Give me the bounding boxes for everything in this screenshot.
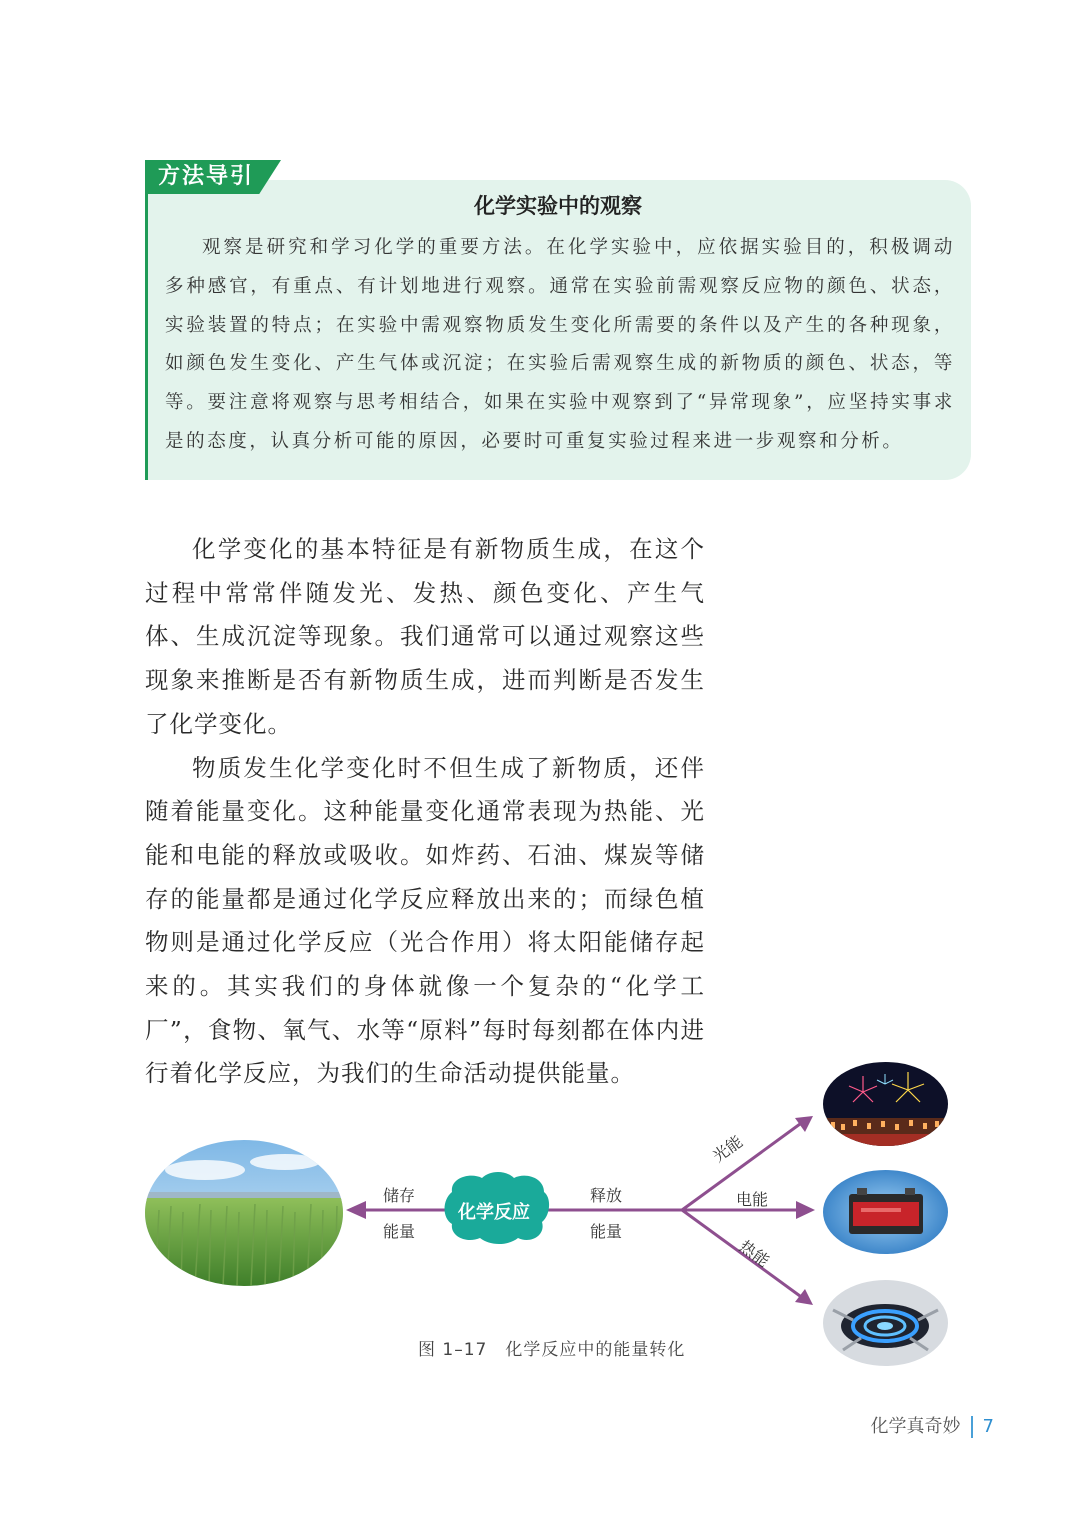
store-bottom-label: 能量: [383, 1222, 416, 1241]
main-paragraph-1: 化学变化的基本特征是有新物质生成，在这个过程中常常伴随发光、发热、颜色变化、产生气体、生成沉淀等现象。我们通常可以通过观察这些现象来推断是否有新物质生成，进而判断是否发生了化学变化。: [145, 535, 705, 738]
electric-energy-label: 电能: [736, 1190, 769, 1209]
heat-arrow-head: [795, 1289, 813, 1305]
chemical-reaction-label: 化学反应: [458, 1202, 530, 1223]
heat-energy-label: 热能: [735, 1236, 773, 1271]
store-top-label: 储存: [383, 1186, 416, 1205]
electric-arrow-head: [796, 1201, 815, 1219]
main-paragraph-2: 物质发生化学变化时不但生成了新物质，还伴随着能量变化。这种能量变化通常表现为热能、光能和电能的释放或吸收。如炸药、石油、煤炭等储存的能量都是通过化学反应释放出来的；而绿色植物则是通过化学反应（光合作用）将太阳能储存起来的。其实我们的身体就像一个复杂的“化学工厂”，食物、氧气、水等“原料”每时每刻都在体内进行着化学反应，为我们的生命活动提供能量。: [145, 753, 705, 1088]
footer-book-title: 化学真奇妙: [870, 1416, 961, 1437]
method-guide-title: 化学实验中的观察: [474, 194, 642, 218]
release-top-label: 释放: [590, 1186, 623, 1205]
method-guide-body: 观察是研究和学习化学的重要方法。在化学实验中，应依据实验目的，积极调动多种感官，有重点、有计划地进行观察。通常在实验前需观察反应物的颜色、状态，实验装置的特点；在实验中需观察物质发生变化所需要的条件以及产生的各种现象，如颜色发生变化、产生气体或沉淀；在实验后需观察生成的新物质的颜色、状态，等等。要注意将观察与思考相结合，如果在实验中观察到了“异常现象”，应坚持实事求是的态度，认真分析可能的原因，必要时可重复实验过程来进一步观察和分析。: [165, 237, 955, 452]
footer-divider: [971, 1416, 973, 1438]
release-bottom-label: 能量: [590, 1222, 623, 1241]
store-arrow-head: [346, 1201, 366, 1219]
figure-caption: [418, 1335, 685, 1360]
method-guide-tab-label: 方法导引: [158, 164, 255, 189]
page-footer: [871, 1414, 994, 1440]
light-energy-label: 光能: [709, 1131, 747, 1166]
page-number: 7: [982, 1416, 994, 1437]
figure-caption-number: 图 1–17: [418, 1340, 488, 1360]
figure-caption-text: 化学反应中的能量转化: [505, 1340, 686, 1360]
